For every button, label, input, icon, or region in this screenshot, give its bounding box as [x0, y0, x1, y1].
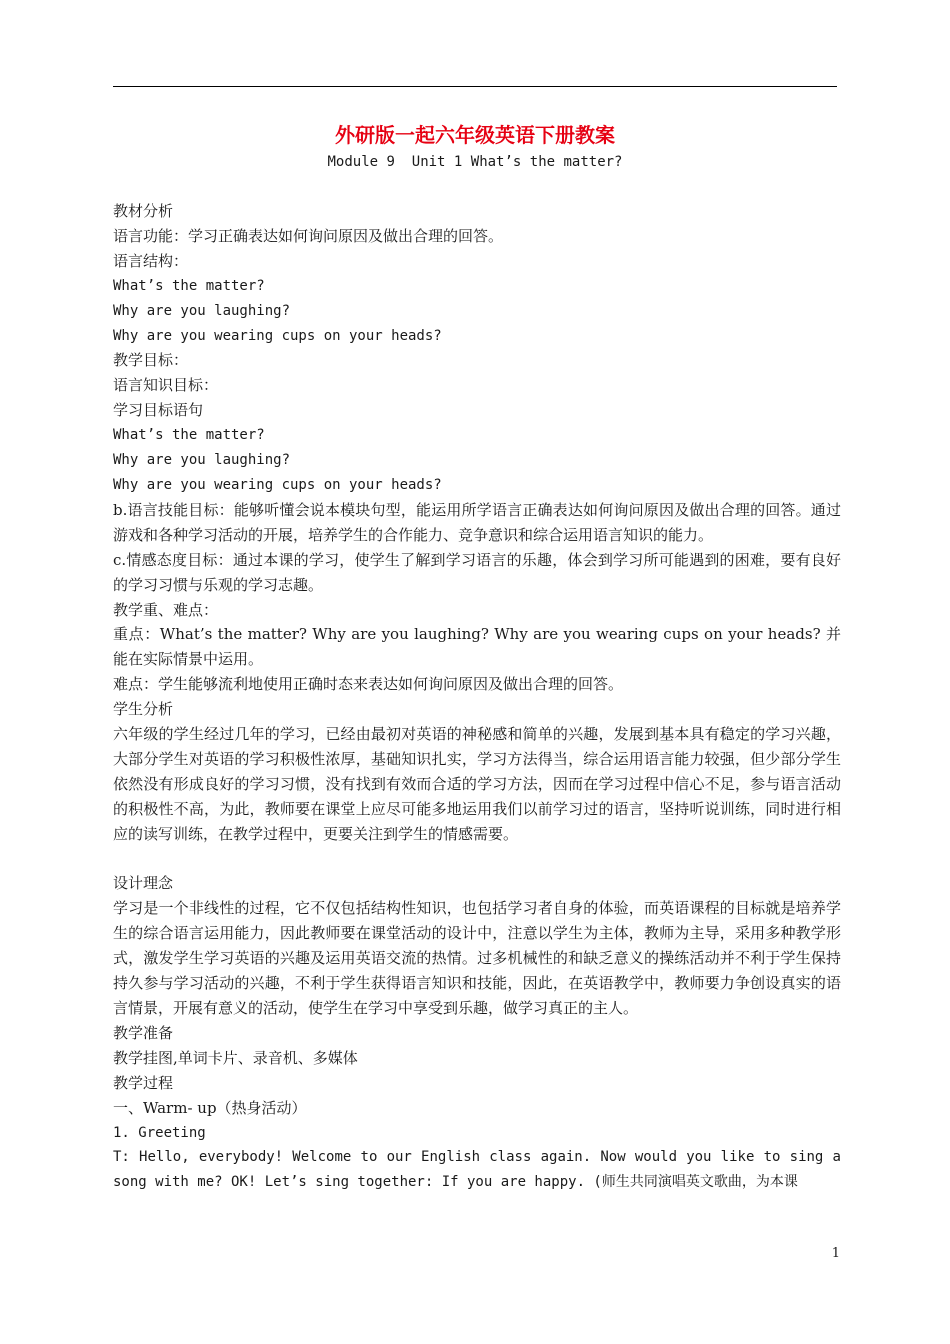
- english-sentence: What’s the matter?: [113, 427, 265, 444]
- header-rule: [113, 86, 837, 87]
- section-heading: 教学重、难点：: [113, 600, 219, 619]
- section-heading: 设计理念: [113, 874, 174, 893]
- paragraph: 六年级的学生经过几年的学习，已经由最初对英语的神秘感和简单的兴趣，发展到基本具有稳定的学习兴趣，大部分学生对英语的学习积极性浓厚，基础知识扎实，学习方法得当，综合运用语言能力较强，但少部分学生依然没有形成良好的学习习惯，没有找到有效而合适的学习方法，因而在学习过程中信心不足，参与语言活动的积极性不高，为此，教师要在课堂上应尽可能多地运用我们以前学习过的语言，坚持听说训练，同时进行相应的读写训练，在教学过程中，更要关注到学生的情感需要。: [113, 725, 841, 843]
- section-heading: 教学准备: [113, 1023, 174, 1042]
- blank-line: [113, 847, 841, 872]
- english-sentence: 1. Greeting: [113, 1124, 206, 1141]
- english-sentence: Why are you laughing?: [113, 452, 291, 469]
- paragraph: 重点：What’s the matter? Why are you laughing? Why are you wearing cups on your heads? 并能在实际情景中运用。: [113, 625, 841, 669]
- paragraph: b.语言技能目标：能够听懂会说本模块句型，能运用所学语言正确表达如何询问原因及做出合理的回答。通过游戏和各种学习活动的开展，培养学生的合作能力、竞争意识和综合运用语言知识的能力。: [113, 500, 841, 544]
- document-title: 外研版一起六年级英语下册教案: [335, 123, 615, 147]
- section-heading: 教材分析: [113, 202, 174, 220]
- section-heading: 教学过程: [113, 1073, 174, 1092]
- english-sentence: Why are you laughing?: [113, 302, 291, 319]
- paragraph: 难点：学生能够流利地使用正确时态来表达如何询问原因及做出合理的回答。: [113, 675, 624, 694]
- paragraph: 一、Warm- up（热身活动）: [113, 1098, 307, 1117]
- document-body: [113, 199, 841, 1195]
- paragraph: 语言知识目标：: [113, 376, 219, 395]
- paragraph: 学习是一个非线性的过程，它不仅包括结构性知识，也包括学习者自身的体验，而英语课程的目标就是培养学生的综合语言运用能力，因此教师要在课堂活动的设计中，注意以学生为主体，教师为主导，采用多种教学形式，激发学生学习英语的兴趣及运用英语交流的热情。过多机械性的和缺乏意义的操练活动并不利于学生保持持久参与学习活动的兴趣，不利于学生获得语言知识和技能，因此，在英语教学中，教师要力争创设真实的语言情景，开展有意义的活动，使学生在学习中享受到乐趣，做学习真正的主人。: [113, 899, 841, 1017]
- paragraph: 教学挂图,单词卡片、录音机、多媒体: [113, 1048, 358, 1067]
- english-sentence: Why are you wearing cups on your heads?: [113, 327, 442, 344]
- document-subtitle: Module 9 Unit 1 What’s the matter?: [327, 154, 623, 170]
- page-number: 1: [831, 1246, 840, 1261]
- paragraph: 语言功能：学习正确表达如何询问原因及做出合理的回答。: [113, 226, 504, 245]
- section-heading: 学生分析: [113, 700, 174, 719]
- section-heading: 教学目标：: [113, 351, 189, 370]
- english-sentence: Why are you wearing cups on your heads?: [113, 476, 442, 493]
- paragraph: 学习目标语句: [113, 401, 204, 420]
- paragraph: c.情感态度目标：通过本课的学习，使学生了解到学习语言的乐趣，体会到学习所可能遇到的困难，要有良好的学习习惯与乐观的学习志趣。: [113, 550, 841, 594]
- english-sentence: What’s the matter?: [113, 277, 265, 294]
- paragraph: T: Hello, everybody! Welcome to our English class again. Now would you like to sing a song with me? OK! Let’s sing together: If you are happy. (师生共同演唱英文歌曲，为本课: [113, 1149, 841, 1191]
- paragraph: 语言结构：: [113, 251, 189, 270]
